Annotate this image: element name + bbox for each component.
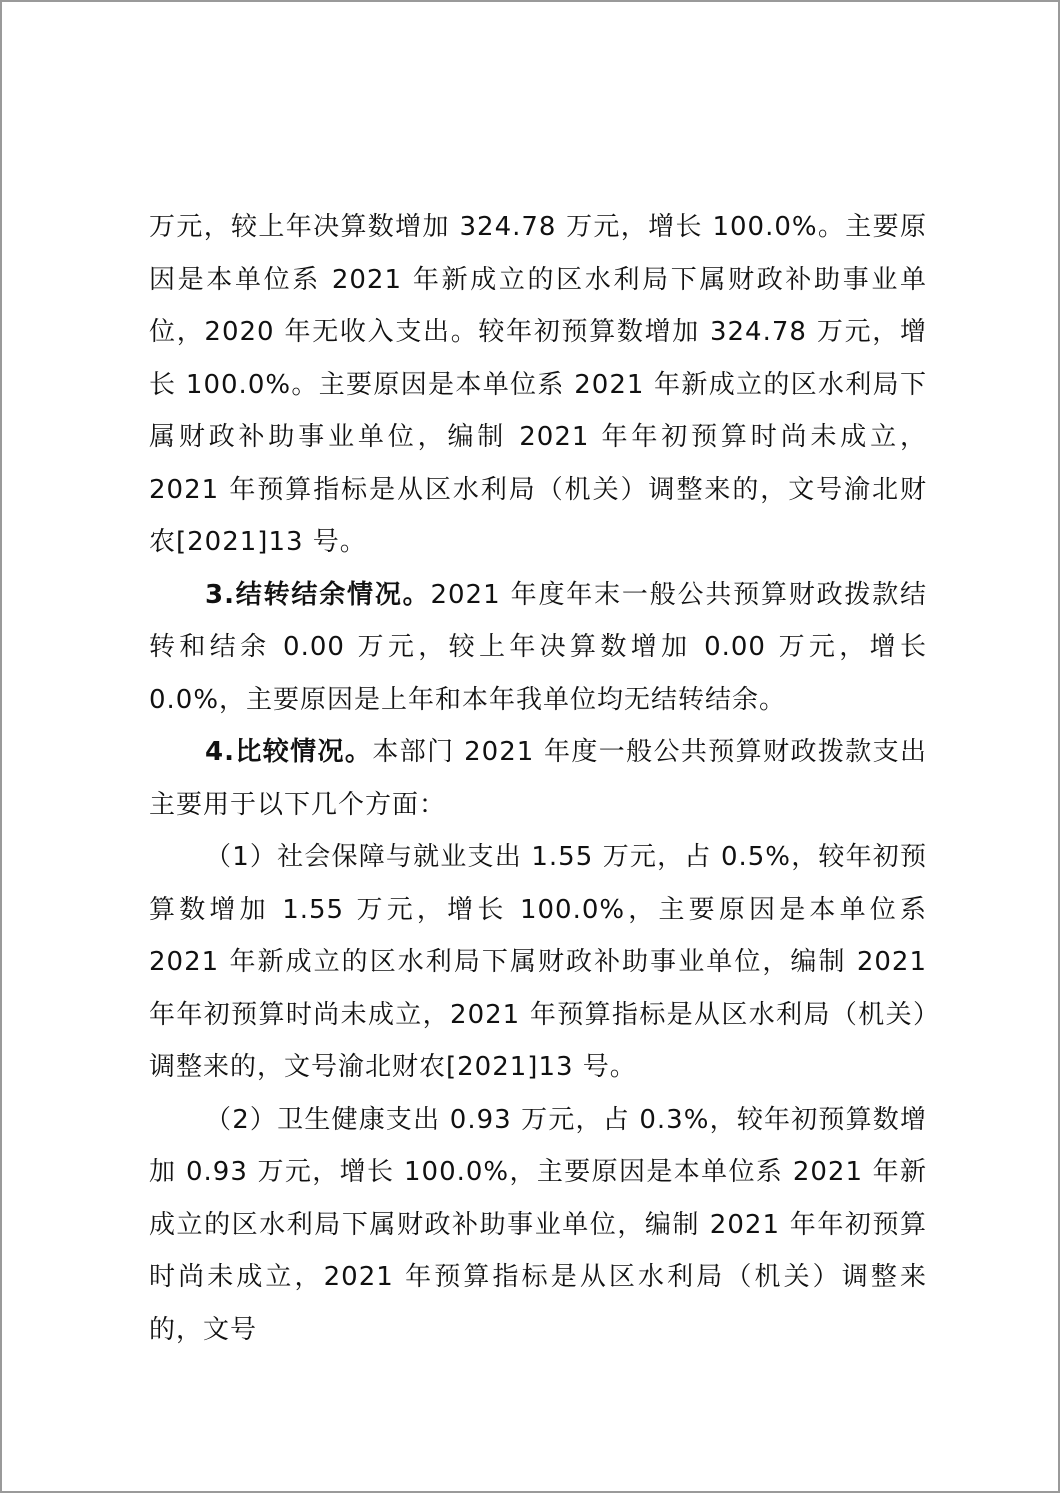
paragraph-carryover-balance [149, 569, 927, 727]
paragraph-comparison [149, 726, 927, 831]
paragraph-text: （1）社会保障与就业支出 1.55 万元，占 0.5%，较年初预算数增加 1.55 万元，增长 100.0%，主要原因是本单位系 2021 年新成立的区水利局下属财政补助事业单位，编制 2021 年年初预算时尚未成立，2021 年预算指标是从区水利局（机关）调整来的，文号渝北财农[2021]13 号。 [149, 842, 927, 1082]
section-heading: 3.结转结余情况。 [205, 579, 431, 610]
paragraph-continuation [149, 201, 927, 569]
section-heading: 4.比较情况。 [205, 737, 373, 767]
paragraph-text: 2021 年度年末一般公共预算财政拨款结转和结余 0.00 万元，较上年决算数增加 0.00 万元，增长 0.0%，主要原因是上年和本年我单位均无结转结余。 [149, 579, 927, 715]
document-body [149, 201, 927, 1356]
paragraph-text: 本部门 2021 年度一般公共预算财政拨款支出主要用于以下几个方面： [149, 737, 928, 820]
paragraph-text: 万元，较上年决算数增加 324.78 万元，增长 100.0%。主要原因是本单位系 2021 年新成立的区水利局下属财政补助事业单位，2020 年无收入支出。较年初预算数增加 324.78 万元，增长 100.0%。主要原因是本单位系 2021 年新成立的区水利局下属财政补助事业单位，编制 2021 年年初预算时尚未成立，2021 年预算指标是从区水利局（机关）调整来的，文号渝北财农[2021]13 号。 [149, 212, 927, 557]
paragraph-social-security [149, 831, 927, 1094]
paragraph-text: （2）卫生健康支出 0.93 万元，占 0.3%，较年初预算数增加 0.93 万元，增长 100.0%，主要原因是本单位系 2021 年新成立的区水利局下属财政补助事业单位，编制 2021 年年初预算时尚未成立，2021 年预算指标是从区水利局（机关）调整来的，文号 [149, 1104, 927, 1345]
paragraph-health [149, 1094, 927, 1357]
